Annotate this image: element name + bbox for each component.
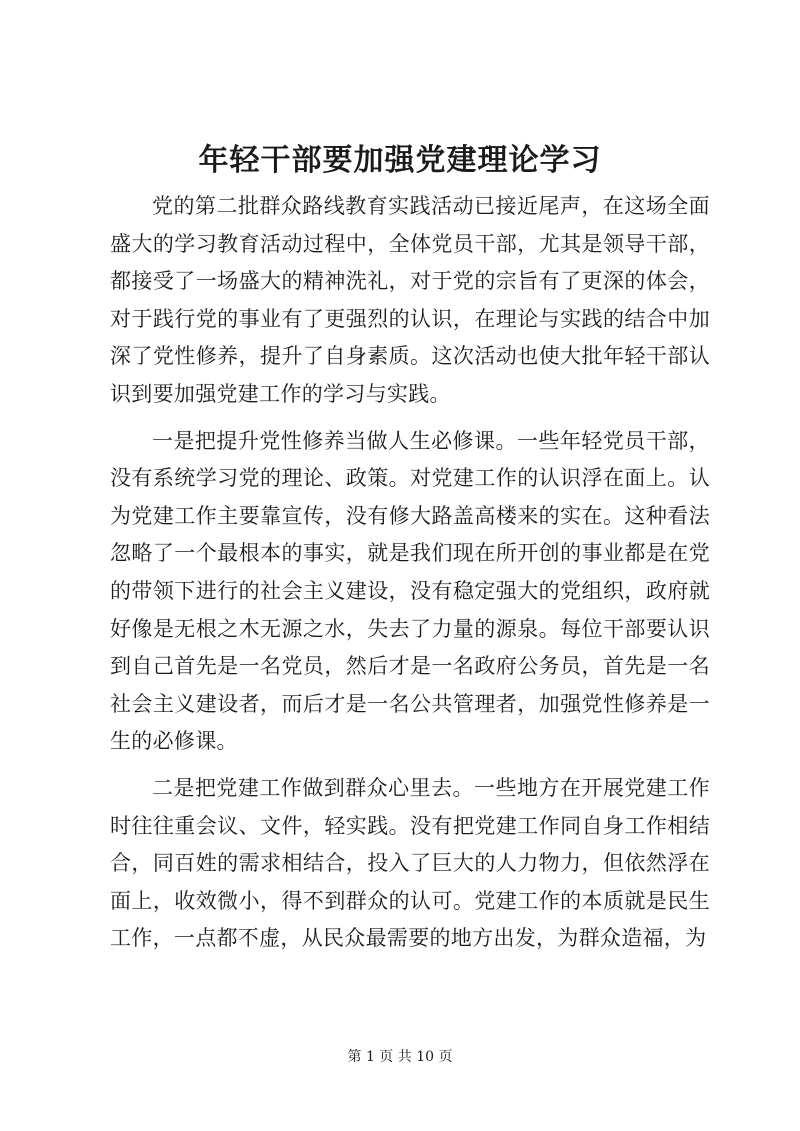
paragraph-2: 一是把提升党性修养当做人生必修课。一些年轻党员干部，没有系统学习党的理论、政策。对党建工作的认识浮在面上。认为党建工作主要靠宣传，没有修大路盖高楼来的实在。这种看法忽略了一个最根本的事实，就是我们现在所开创的事业都是在党的带领下进行的社会主义建设，没有稳定强大的党组织，政府就好像是无根之木无源之水，失去了力量的源泉。每位干部要认识到自己首先是一名党员，然后才是一名政府公务员，首先是一名社会主义建设者，而后才是一名公共管理者，加强党性修养是一生的必修课。 (110, 428, 710, 754)
paragraph-3: 二是把党建工作做到群众心里去。一些地方在开展党建工作时往往重会议、文件，轻实践。没有把党建工作同自身工作相结合，同百姓的需求相结合，投入了巨大的人力物力，但依然浮在面上，收效微小，得不到群众的认可。党建工作的本质就是民生工作，一点都不虚，从民众最需要的地方出发，为群众造福，为 (110, 775, 710, 951)
page-number-footer: 第 1 页 共 10 页 (347, 1049, 453, 1065)
document-title: 年轻干部要加强党建理论学习 (198, 143, 602, 178)
document-body (110, 188, 710, 958)
paragraph-1: 党的第二批群众路线教育实践活动已接近尾声，在这场全面盛大的学习教育活动过程中，全体党员干部，尤其是领导干部，都接受了一场盛大的精神洗礼，对于党的宗旨有了更深的体会，对于践行党的事业有了更强烈的认识，在理论与实践的结合中加深了党性修养，提升了自身素质。这次活动也使大批年轻干部认识到要加强党建工作的学习与实践。 (110, 194, 710, 406)
